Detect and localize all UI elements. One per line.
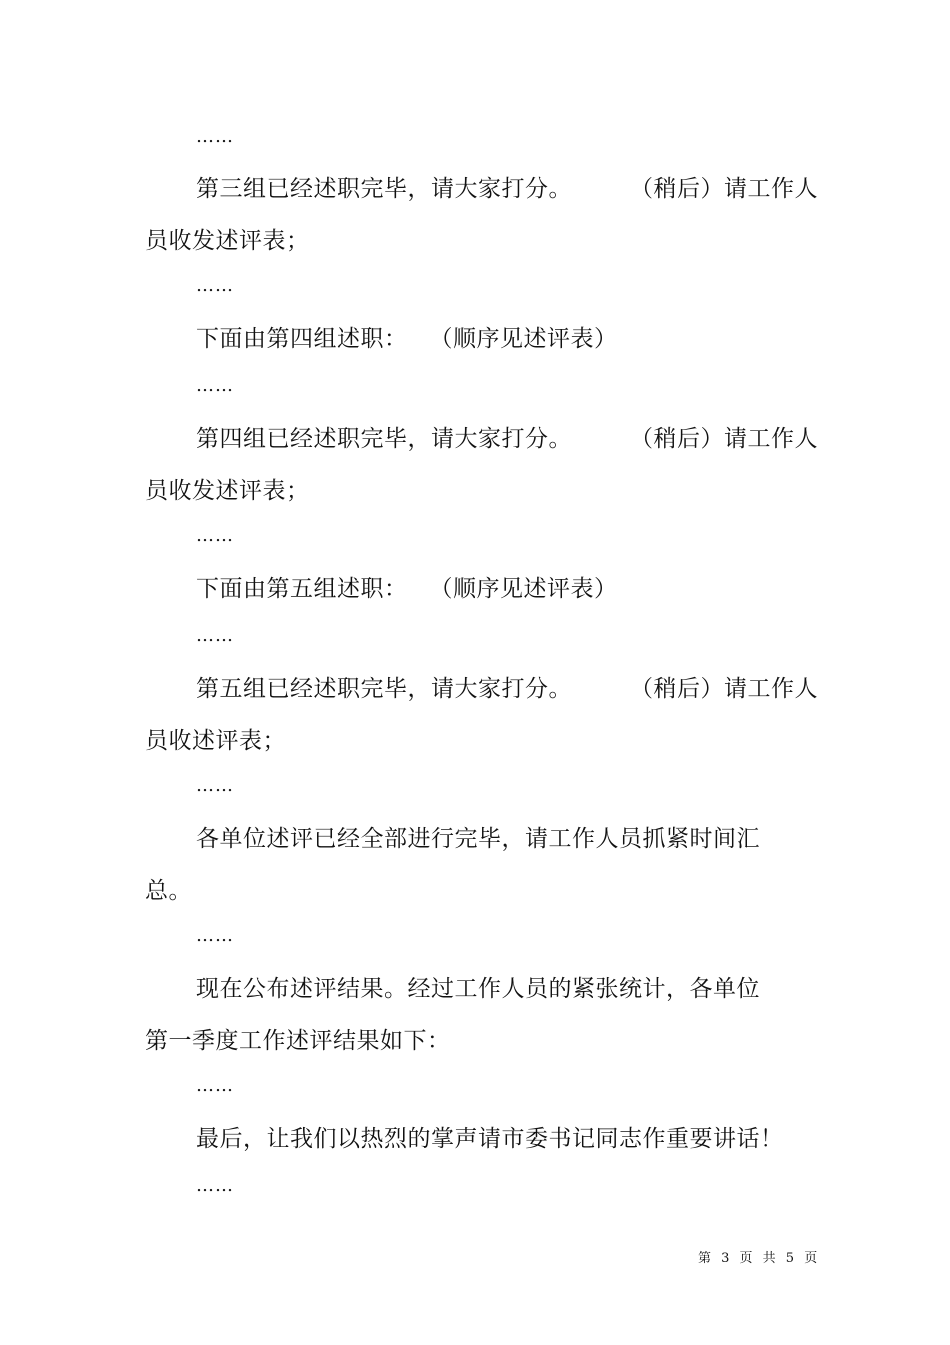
paragraph-group5-done — [196, 674, 818, 704]
ellipsis-5: …… — [196, 625, 234, 646]
paragraph-results: 现在公布述评结果。经过工作人员的紧张统计，各单位 — [196, 976, 760, 1002]
paragraph-group5-start-note: （顺序见述评表） — [429, 576, 618, 602]
paragraph-group3-done — [196, 174, 818, 204]
ellipsis-7: …… — [196, 925, 234, 946]
ellipsis-6: …… — [196, 775, 234, 796]
paragraph-closing: 最后，让我们以热烈的掌声请市委书记同志作重要讲话！ — [196, 1126, 784, 1152]
paragraph-group4-done — [196, 424, 818, 454]
paragraph-summary-cont: 总。 — [145, 878, 192, 904]
ellipsis-4: …… — [196, 525, 234, 546]
paragraph-group5-start-main: 下面由第五组述职： — [196, 576, 408, 602]
ellipsis-3: …… — [196, 375, 234, 396]
paragraph-group4-start — [196, 324, 618, 354]
paragraph-results-cont: 第一季度工作述评结果如下： — [145, 1028, 451, 1054]
paragraph-group5-start — [196, 574, 618, 604]
ellipsis-2: …… — [196, 275, 234, 296]
paragraph-group4-done-cont: 员收发述评表； — [145, 478, 310, 504]
ellipsis-9: …… — [196, 1175, 234, 1196]
paragraph-group5-done-cont: 员收述评表； — [145, 728, 286, 754]
paragraph-group3-done-main: 第三组已经述职完毕，请大家打分。 — [196, 176, 572, 202]
paragraph-group3-done-note: （稍后）请工作人 — [630, 176, 818, 202]
paragraph-group3-done-cont: 员收发述评表； — [145, 228, 310, 254]
paragraph-group4-start-main: 下面由第四组述职： — [196, 326, 408, 352]
paragraph-summary: 各单位述评已经全部进行完毕，请工作人员抓紧时间汇 — [196, 826, 760, 852]
page-number-footer: 第 3 页 共 5 页 — [698, 1251, 821, 1266]
paragraph-group5-done-note: （稍后）请工作人 — [630, 676, 818, 702]
paragraph-group5-done-main: 第五组已经述职完毕，请大家打分。 — [196, 676, 572, 702]
paragraph-group4-done-note: （稍后）请工作人 — [630, 426, 818, 452]
paragraph-group4-done-main: 第四组已经述职完毕，请大家打分。 — [196, 426, 572, 452]
ellipsis-1: …… — [196, 126, 234, 147]
paragraph-group4-start-note: （顺序见述评表） — [429, 326, 618, 352]
ellipsis-8: …… — [196, 1075, 234, 1096]
